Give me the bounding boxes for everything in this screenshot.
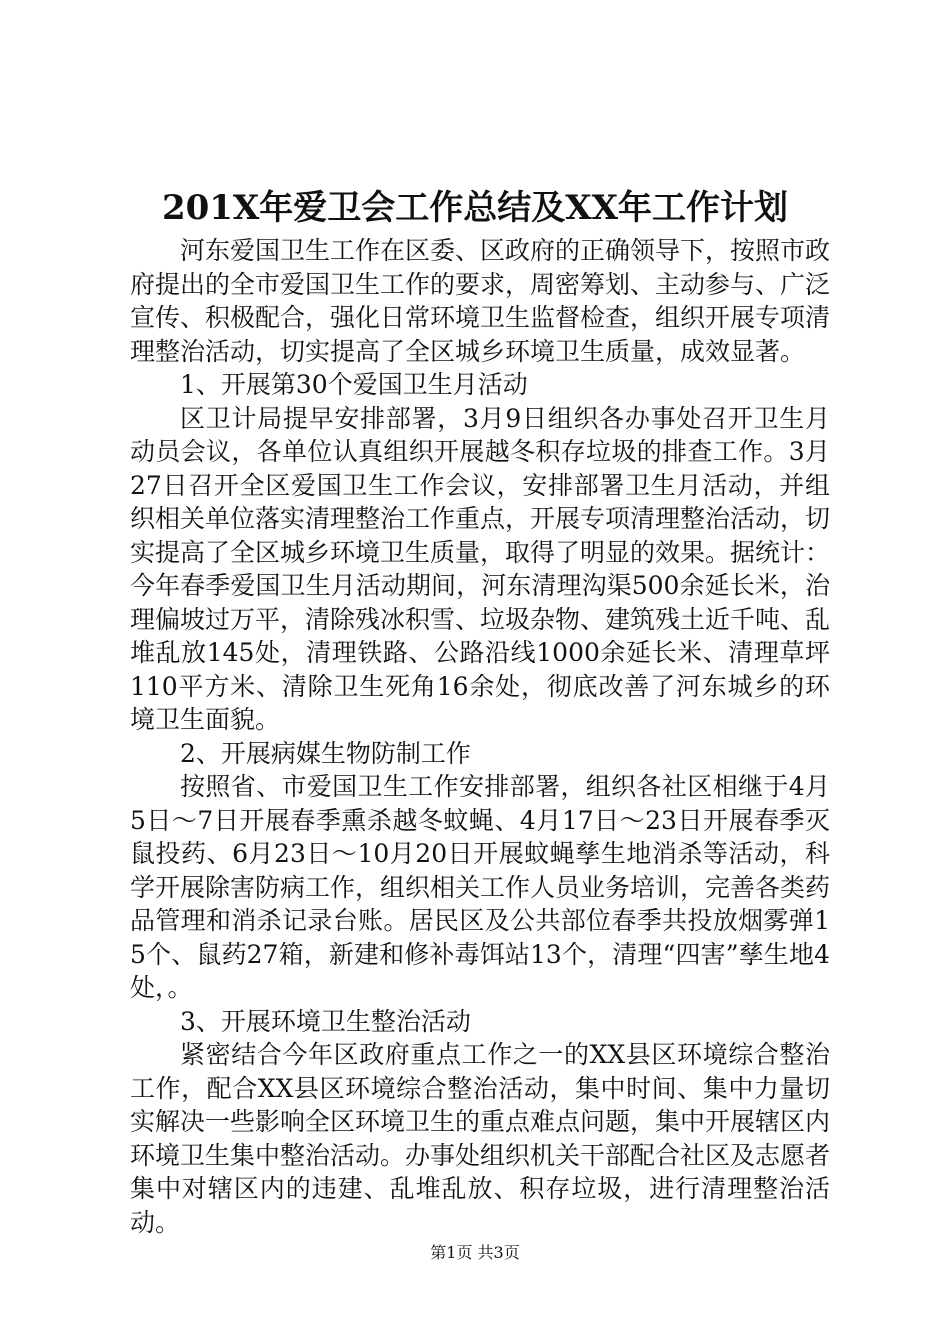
intro-paragraph: 河东爱国卫生工作在区委、区政府的正确领导下，按照市政府提出的全市爱国卫生工作的要求，周密筹划、主动参与、广泛宣传、积极配合，强化日常环境卫生监督检查，组织开展专项清理整治活动，切实提高了全区城乡环境卫生质量，成效显著。 [130,236,831,366]
section-paragraph-1: 区卫计局提早安排部署，3月9日组织各办事处召开卫生月动员会议，各单位认真组织开展越冬积存垃圾的排查工作。3月27日召开全区爱国卫生工作会议，安排部署卫生月活动，并组织相关单位落实清理整治工作重点，开展专项清理整治活动，切实提高了全区城乡环境卫生质量，取得了明显的效果。据统计：今年春季爱国卫生月活动期间，河东清理沟渠500余延长米，治理偏坡过万平，清除残冰积雪、垃圾杂物、建筑残土近千吨、乱堆乱放145处，清理铁路、公路沿线1000余延长米、清理草坪110平方米、清除卫生死角16余处，彻底改善了河东城乡的环境卫生面貌。 [130,403,831,734]
section-paragraph-2: 按照省、市爱国卫生工作安排部署，组织各社区相继于4月5日～7日开展春季熏杀越冬蚊蝇、4月17日～23日开展春季灭鼠投药、6月23日～10月20日开展蚊蝇孳生地消杀等活动，科学开展除害防病工作，组织相关工作人员业务培训，完善各类药品管理和消杀记录台账。居民区及公共部位春季共投放烟雾弹15个、鼠药27箱，新建和修补毒饵站13个，清理“四害”孳生地4处，。 [130,772,831,1002]
section-paragraph-3: 紧密结合今年区政府重点工作之一的XX县区环境综合整治工作，配合XX县区环境综合整治活动，集中时间、集中力量切实解决一些影响全区环境卫生的重点难点问题，集中开展辖区内环境卫生集中整治活动。办事处组织机关干部配合社区及志愿者集中对辖区内的违建、乱堆乱放、积存垃圾，进行清理整治活动。 [130,1040,831,1237]
section-heading-2: 2、开展病媒生物防制工作 [180,738,471,768]
section-heading-1: 1、开展第30个爱国卫生月活动 [180,370,528,399]
document-title: 201X年爱卫会工作总结及XX年工作计划 [161,188,789,228]
document-body [130,234,830,1239]
page-footer: 第1页 共3页 [430,1243,520,1262]
section-heading-3: 3、开展环境卫生整治活动 [180,1006,471,1036]
